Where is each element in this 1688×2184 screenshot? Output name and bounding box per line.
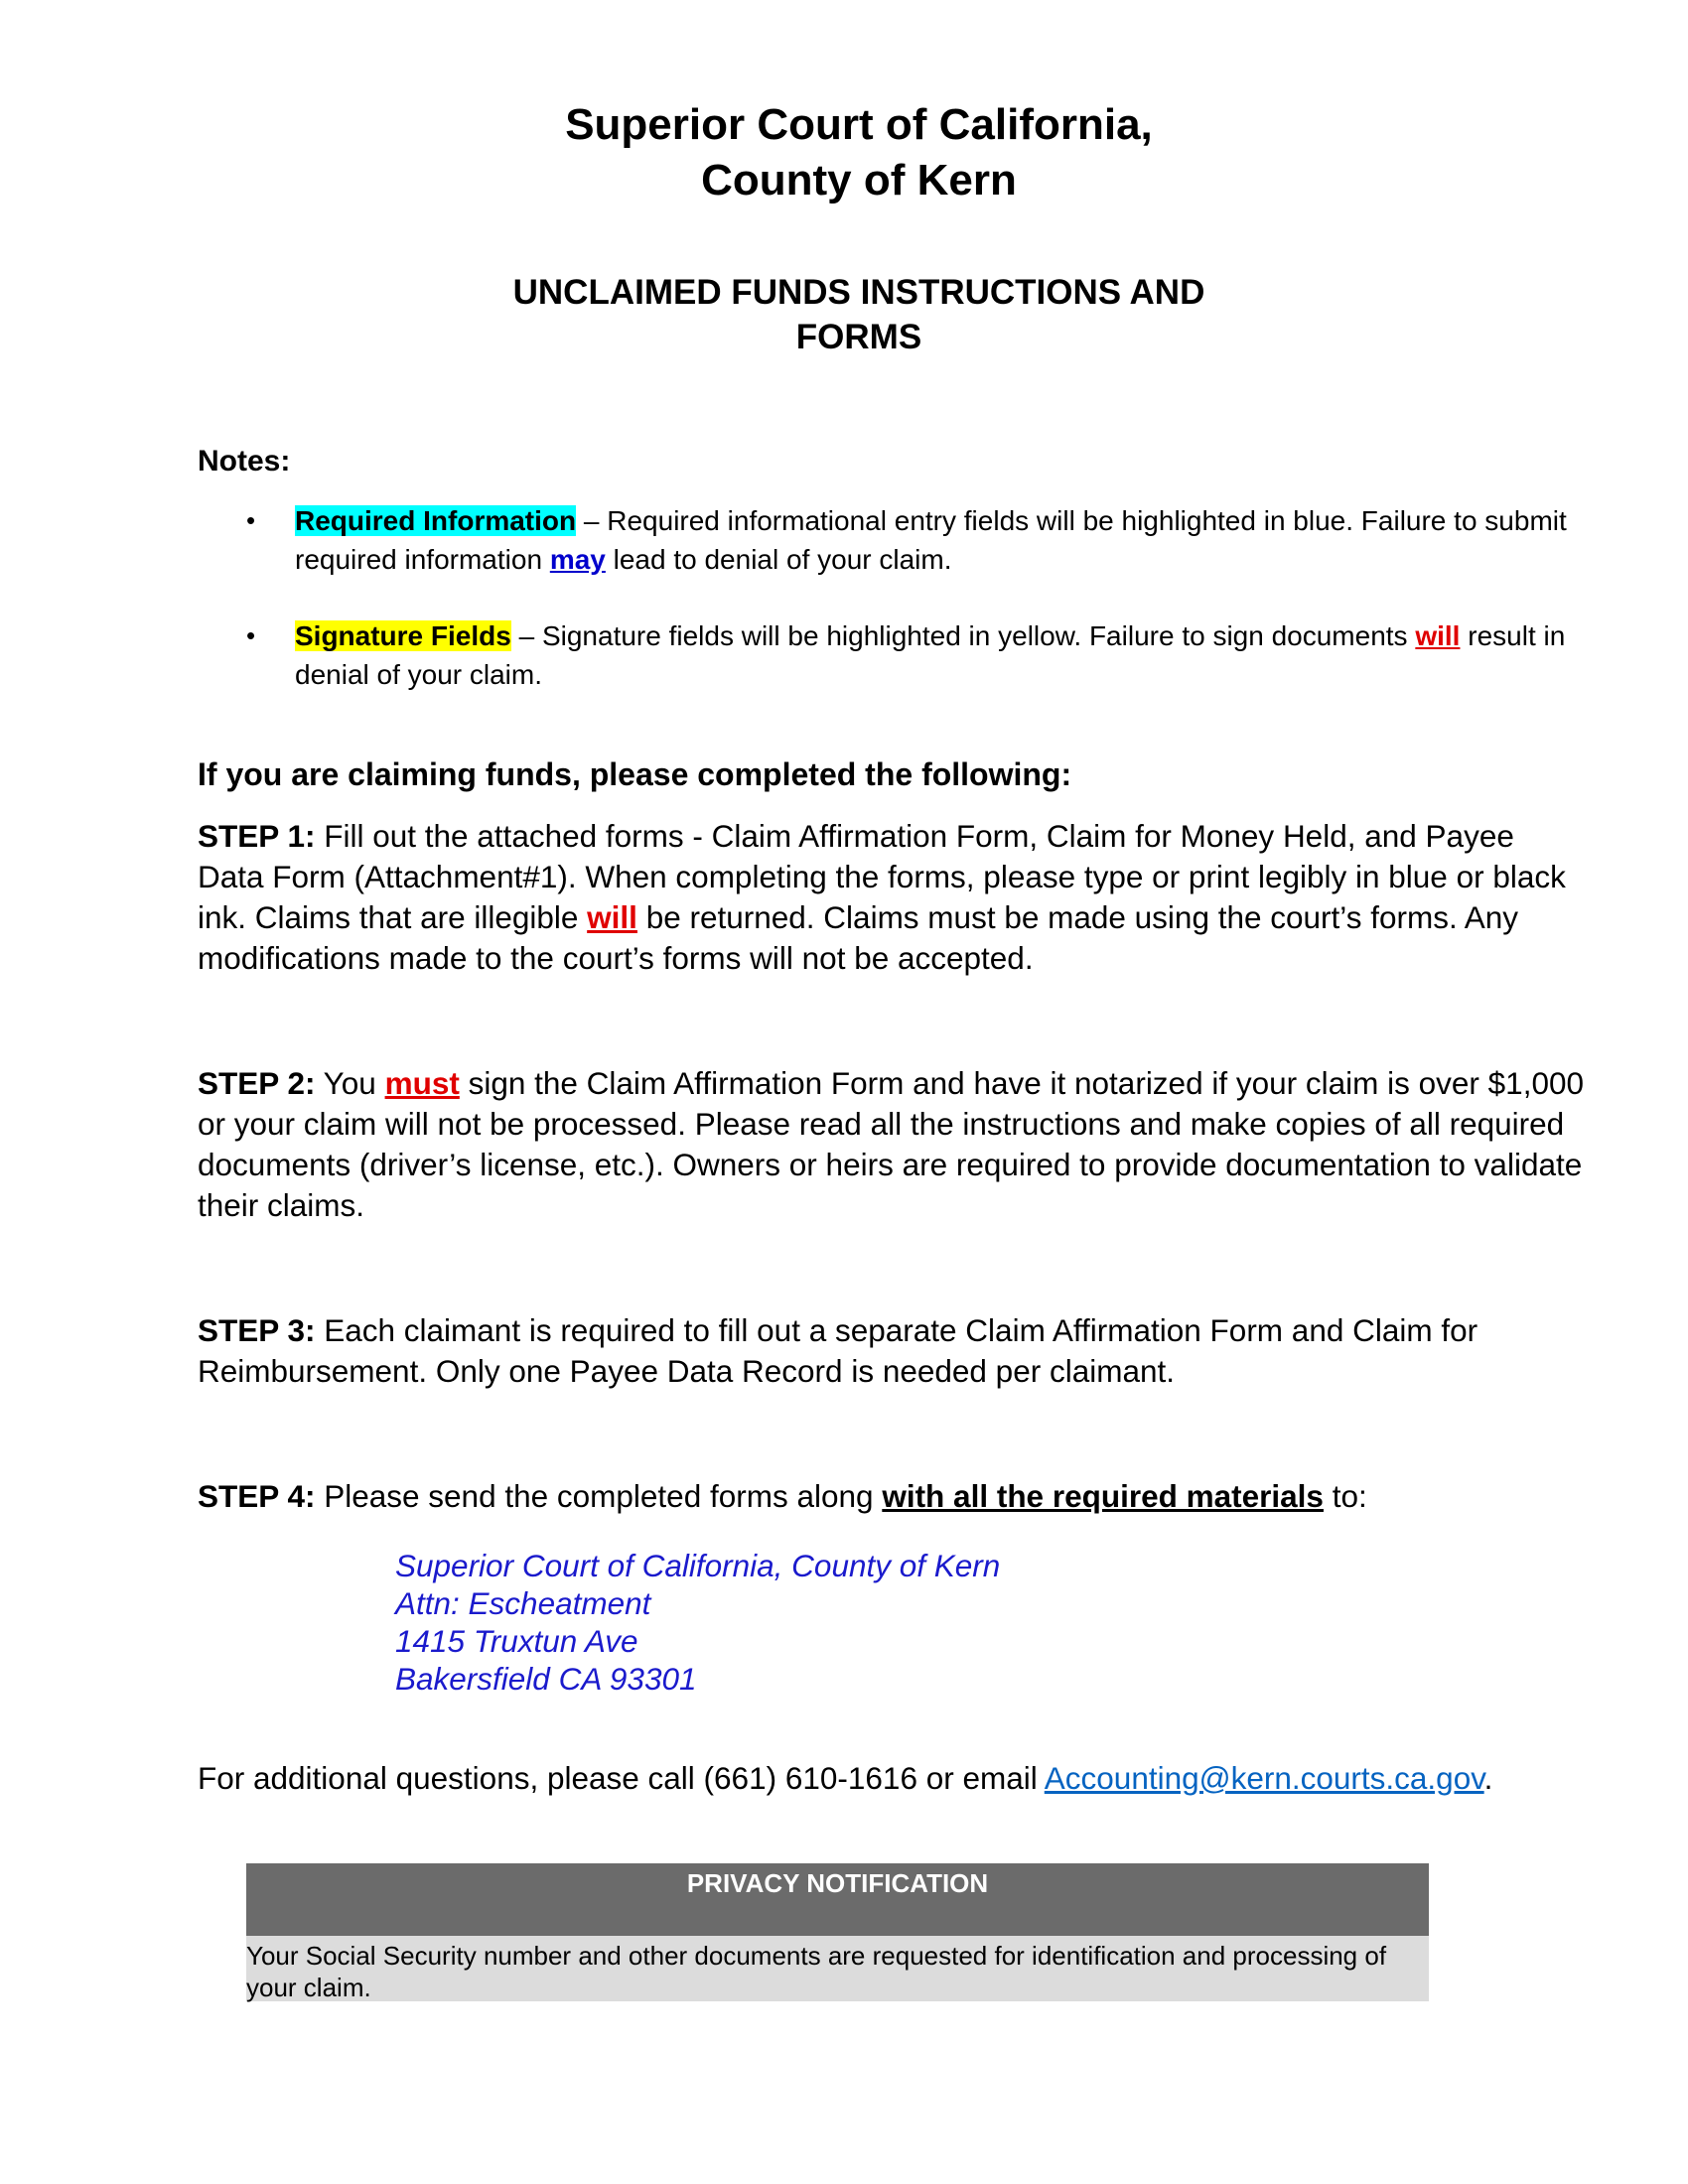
step-2 bbox=[198, 1063, 1588, 1226]
step-text: to: bbox=[1323, 1478, 1367, 1514]
page-title bbox=[0, 97, 1688, 208]
privacy-notification bbox=[246, 1863, 1429, 2001]
privacy-body: Your Social Security number and other documents are requested for identification and processing of your claim. bbox=[246, 1936, 1429, 2001]
note-text: lead to denial of your claim. bbox=[605, 544, 952, 575]
step-text: Please send the completed forms along bbox=[315, 1478, 883, 1514]
step-label: STEP 2: bbox=[198, 1065, 316, 1101]
notes-heading: Notes: bbox=[198, 445, 291, 478]
address-line-1: Superior Court of California, County of Kern bbox=[395, 1548, 1001, 1583]
required-information-label: Required Information bbox=[295, 505, 577, 536]
mailing-address bbox=[395, 1547, 1000, 1698]
step-label: STEP 3: bbox=[198, 1312, 316, 1348]
address-line-2: Attn: Escheatment bbox=[395, 1585, 651, 1621]
page-subtitle-line-2: FORMS bbox=[795, 318, 922, 356]
note-text: – Required informational entry fields will be highlighted in blue. Failure to submit required information bbox=[295, 505, 1567, 575]
note-text: – Signature fields will be highlighted in yellow. Failure to sign documents bbox=[510, 620, 1416, 651]
step-text: Fill out the attached forms - Claim Affirmation Form, Claim for Money Held, and Payee Data Form (Attachment#1). When completing the forms, please type or print legibly in blue or black ink. Claims that are illegible bbox=[198, 818, 1566, 935]
emphasis-may: may bbox=[549, 544, 606, 575]
page-subtitle bbox=[0, 270, 1688, 359]
emphasis-must: must bbox=[384, 1065, 460, 1101]
emphasis-will: will bbox=[587, 899, 637, 935]
step-4 bbox=[198, 1476, 1588, 1517]
address-line-3: 1415 Truxtun Ave bbox=[395, 1623, 638, 1659]
bullet-icon: • bbox=[246, 505, 256, 535]
step-text: You bbox=[315, 1065, 385, 1101]
bullet-icon: • bbox=[246, 620, 256, 650]
page-subtitle-line-1: UNCLAIMED FUNDS INSTRUCTIONS AND bbox=[512, 273, 1205, 312]
step-text: Each claimant is required to fill out a separate Claim Affirmation Form and Claim for Reimbursement. Only one Payee Data Record is needed per claimant. bbox=[198, 1312, 1478, 1389]
emphasis-required-materials: with all the required materials bbox=[882, 1478, 1324, 1514]
step-label: STEP 1: bbox=[198, 818, 316, 854]
contact-text-end: . bbox=[1483, 1760, 1493, 1796]
emphasis-will: will bbox=[1415, 620, 1461, 651]
note-required-information bbox=[198, 501, 1588, 579]
privacy-heading: PRIVACY NOTIFICATION bbox=[246, 1863, 1429, 1936]
step-text: be returned. Claims must be made using the court’s forms. Any modifications made to the court’s forms will not be accepted. bbox=[198, 899, 1519, 976]
page-title-line-2: County of Kern bbox=[701, 156, 1017, 205]
step-text: sign the Claim Affirmation Form and have it notarized if your claim is over $1,000 or your claim will not be processed. Please read all the instructions and make copies of all required documents (driver’s license, etc.). Owners or heirs are required to provide documentation to validate their claims. bbox=[198, 1065, 1585, 1223]
address-line-4: Bakersfield CA 93301 bbox=[395, 1661, 697, 1697]
note-signature-fields bbox=[198, 616, 1588, 694]
signature-fields-label: Signature Fields bbox=[295, 620, 511, 651]
email-link[interactable]: Accounting@kern.courts.ca.gov bbox=[1044, 1760, 1484, 1796]
page-title-line-1: Superior Court of California, bbox=[565, 100, 1153, 149]
note-text: result in denial of your claim. bbox=[295, 620, 1566, 690]
claim-heading: If you are claiming funds, please completed the following: bbox=[198, 756, 1072, 792]
step-1 bbox=[198, 816, 1588, 979]
contact-text: For additional questions, please call (661) 610-1616 or email bbox=[198, 1760, 1045, 1796]
step-3 bbox=[198, 1310, 1588, 1392]
contact-line bbox=[198, 1758, 1492, 1798]
step-label: STEP 4: bbox=[198, 1478, 316, 1514]
notes-list bbox=[198, 501, 1588, 732]
